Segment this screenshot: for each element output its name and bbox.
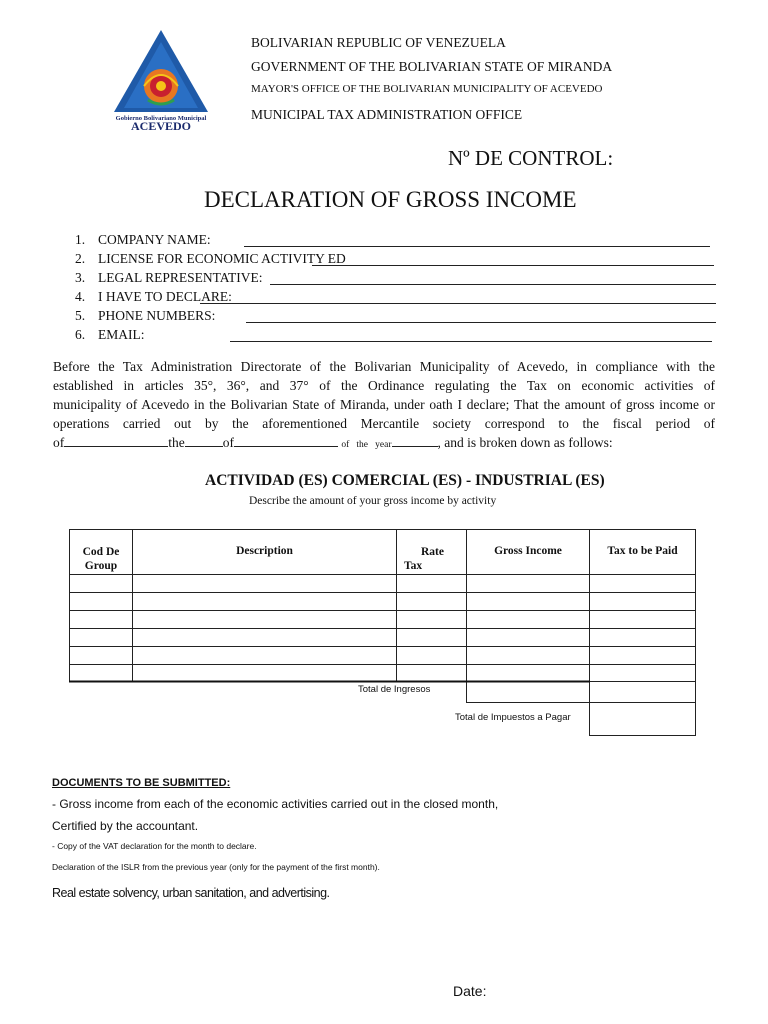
- total-income-cell[interactable]: [467, 682, 590, 703]
- col-header-gross-income: Gross Income: [494, 545, 562, 557]
- total-taxes-cell[interactable]: [590, 703, 696, 736]
- svg-text:Gobierno Bolivariano Municipal: Gobierno Bolivariano Municipal: [115, 115, 207, 122]
- paragraph-word: of the year: [341, 440, 392, 450]
- paragraph-line: established in articles 35°, 36°, and 37° of the Ordinance regulating the Tax on economic activities of: [53, 378, 715, 393]
- header-text: Tax: [404, 560, 423, 572]
- header-line-mayors-office: MAYOR'S OFFICE OF THE BOLIVARIAN MUNICIPALITY OF ACEVEDO: [251, 83, 603, 95]
- svg-text:ACEVEDO: ACEVEDO: [130, 119, 192, 132]
- document-item: Declaration of the ISLR from the previous year (only for the payment of the first month).: [52, 862, 380, 872]
- document-item: Real estate solvency, urban sanitation, and advertising.: [52, 886, 330, 900]
- col-header-description: Description: [236, 545, 293, 557]
- header-text: Cod De: [82, 546, 120, 558]
- header-text: Group: [84, 560, 118, 572]
- paragraph-line: operations carried out by the aforementioned Mercantile society correspond to the fiscal period of: [53, 416, 715, 431]
- documents-heading: DOCUMENTS TO BE SUBMITTED:: [52, 777, 231, 789]
- total-income-tax-cell[interactable]: [590, 682, 696, 703]
- field-label: EMAIL:: [98, 327, 145, 342]
- field-label: COMPANY NAME:: [98, 232, 211, 247]
- paragraph-word: of: [53, 435, 65, 450]
- paragraph-line: Before the Tax Administration Directorate of the Bolivarian Municipality of Acevedo, in compliance with the: [53, 359, 715, 374]
- control-number-label: Nº DE CONTROL:: [448, 146, 614, 170]
- field-number: 3.: [75, 270, 86, 285]
- paragraph-line: municipality of Acevedo in the Bolivarian State of Miranda, under oath I declare; That the amount of gross income or: [53, 397, 715, 412]
- field-number: 6.: [75, 327, 86, 342]
- col-header-cod-group: [70, 545, 132, 573]
- field-label: LICENSE FOR ECONOMIC ACTIVITY ED: [98, 251, 346, 266]
- page-title: DECLARATION OF GROSS INCOME: [204, 187, 577, 212]
- field-number: 2.: [75, 251, 86, 266]
- document-item: - Copy of the VAT declaration for the month to declare.: [52, 841, 257, 851]
- paragraph-word: the: [168, 435, 185, 450]
- field-label: PHONE NUMBERS:: [98, 308, 216, 323]
- header-line-government: GOVERNMENT OF THE BOLIVARIAN STATE OF MIRANDA: [251, 59, 613, 74]
- field-label: LEGAL REPRESENTATIVE:: [98, 270, 263, 285]
- field-number: 4.: [75, 289, 86, 304]
- col-header-tax-to-pay: Tax to be Paid: [607, 545, 678, 557]
- field-number: 5.: [75, 308, 86, 323]
- field-number: 1.: [75, 232, 86, 247]
- document-item: Certified by the accountant.: [52, 819, 199, 833]
- field-label: I HAVE TO DECLARE:: [98, 289, 232, 304]
- date-label: Date:: [453, 983, 487, 999]
- activity-subheading: Describe the amount of your gross income by activity: [249, 495, 497, 507]
- header-text: Rate: [421, 546, 444, 558]
- header-line-republic: BOLIVARIAN REPUBLIC OF VENEZUELA: [251, 35, 506, 50]
- paragraph-word: , and is broken down as follows:: [437, 435, 613, 450]
- paragraph-word: of: [222, 435, 234, 450]
- activity-heading: ACTIVIDAD (ES) COMERCIAL (ES) - INDUSTRIAL (ES): [205, 472, 605, 489]
- document-item: - Gross income from each of the economic activities carried out in the closed month,: [52, 797, 499, 811]
- total-income-label: Total de Ingresos: [358, 684, 431, 695]
- col-header-rate-tax: [404, 545, 460, 573]
- header-line-tax-office: MUNICIPAL TAX ADMINISTRATION OFFICE: [251, 107, 523, 122]
- total-taxes-label: Total de Impuestos a Pagar: [455, 712, 571, 723]
